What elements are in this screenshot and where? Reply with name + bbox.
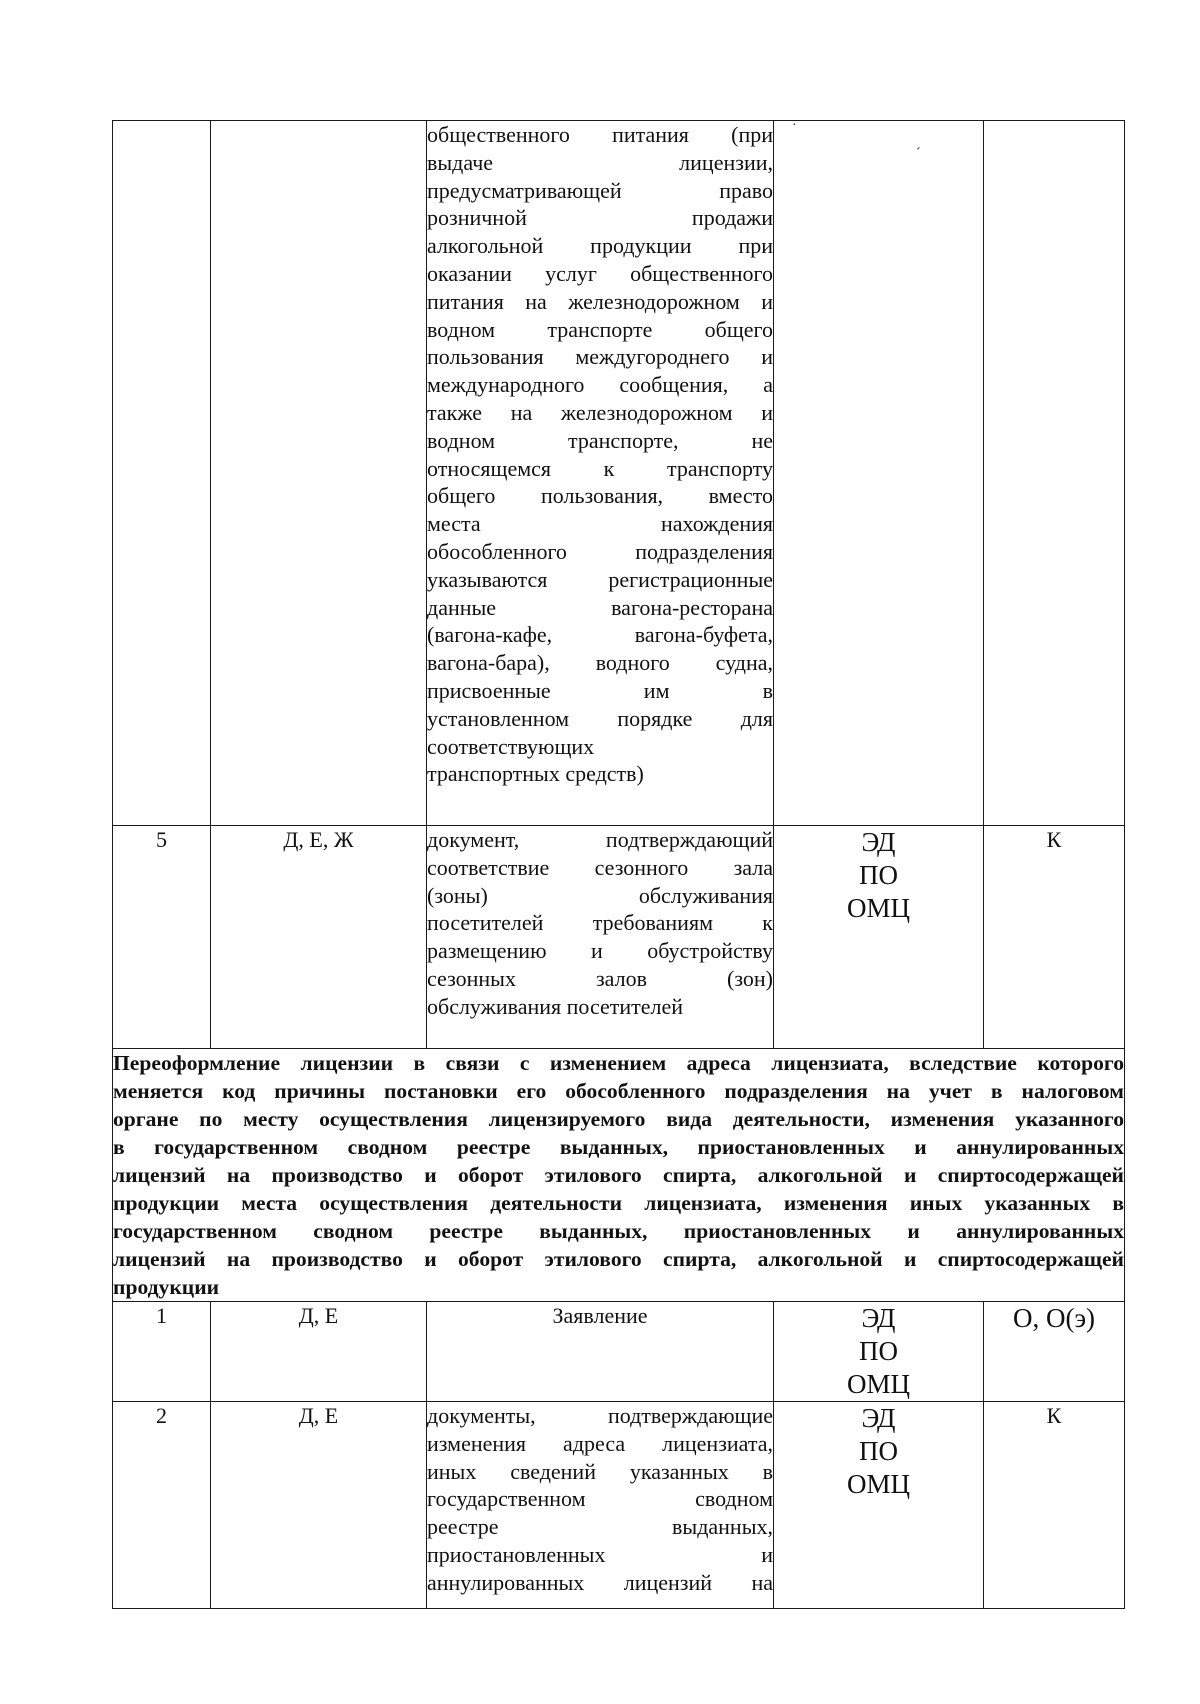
row-codes-cell <box>211 121 427 826</box>
description-line: государственном сводном <box>427 1486 773 1512</box>
table-row <box>113 1302 1125 1402</box>
row-result-cell: К <box>984 1402 1125 1609</box>
row-codes-cell: Д, Е, Ж <box>211 826 427 1049</box>
row-result-cell <box>984 121 1125 826</box>
heading-line: меняется код причины постановки его обособленного подразделения на учет в налоговом <box>113 1079 1124 1103</box>
description-line: иных сведений указанных в <box>427 1458 773 1484</box>
row-forms-cell <box>774 826 984 1049</box>
description-line: документы, подтверждающие <box>427 1403 773 1428</box>
table-row <box>113 121 1125 826</box>
section-heading-row <box>113 1049 1125 1302</box>
description-line: размещению и обустройству <box>427 938 773 964</box>
description-line: аннулированных лицензий на <box>427 1569 773 1595</box>
table-row <box>113 826 1125 1049</box>
form-code: ЭД <box>861 1403 896 1433</box>
row-number-cell <box>113 121 211 826</box>
row-result-cell: О, О(э) <box>984 1302 1125 1402</box>
row-description-cell <box>427 121 774 826</box>
row-number-cell: 2 <box>113 1402 211 1609</box>
scan-dot-mark: · <box>792 118 797 133</box>
description-line: розничной продажи <box>427 205 773 231</box>
description-line: сезонных залов (зон) <box>427 965 773 991</box>
form-code: ОМЦ <box>846 1369 910 1399</box>
description-line: (вагона-кафе, вагона-буфета, <box>427 622 773 648</box>
description-line: оказании услуг общественного <box>427 260 773 286</box>
description-line: указываются регистрационные <box>427 566 773 592</box>
heading-line: продукции места осуществления деятельности лицензиата, изменения иных указанных в <box>113 1191 1124 1215</box>
description-line: водном транспорте, не <box>427 427 773 453</box>
row-description-cell <box>427 826 774 1049</box>
description-line: реестре выданных, <box>427 1514 773 1540</box>
description-line: общественного питания (при <box>427 122 773 147</box>
description-line: предусматривающей право <box>427 177 773 203</box>
description-line: общего пользования, вместо <box>427 483 773 509</box>
requirements-table <box>112 120 1125 1609</box>
row-number-cell: 5 <box>113 826 211 1049</box>
description-line: международного сообщения, а <box>427 372 773 398</box>
description-line: места нахождения <box>427 511 773 537</box>
row-description-cell: Заявление <box>427 1302 774 1402</box>
row-number-cell: 1 <box>113 1302 211 1402</box>
description-line: документ, подтверждающий <box>427 827 773 852</box>
row-forms-cell <box>774 121 984 826</box>
description-line: соответствие сезонного зала <box>427 854 773 880</box>
description-line: обособленного подразделения <box>427 538 773 564</box>
description-line: соответствующих <box>427 733 595 759</box>
description-line: алкогольной продукции при <box>427 233 773 259</box>
description-line: выдаче лицензии, <box>427 149 773 175</box>
description-line: пользования междугороднего и <box>427 344 773 370</box>
heading-line: лицензий на производство и оборот этилового спирта, алкогольной и спиртосодержащей <box>113 1247 1124 1271</box>
description-line: изменения адреса лицензиата, <box>427 1430 773 1456</box>
description-line: присвоенные им в <box>427 677 773 703</box>
table-row <box>113 1402 1125 1609</box>
form-code: ОМЦ <box>846 893 910 923</box>
form-code: ЭД <box>861 827 896 857</box>
heading-line: продукции <box>113 1275 220 1299</box>
row-codes-cell: Д, Е <box>211 1302 427 1402</box>
form-code: ПО <box>859 1436 898 1466</box>
description-line: посетителей требованиям к <box>427 910 773 936</box>
description-line: обслуживания посетителей <box>427 993 684 1019</box>
description-line: данные вагона-ресторана <box>427 594 773 620</box>
description-line: водном транспорте общего <box>427 316 773 342</box>
heading-line: лицензий на производство и оборот этилового спирта, алкогольной и спиртосодержащей <box>113 1163 1124 1187</box>
scan-tick-mark: ˊ <box>916 146 921 161</box>
description-line: также на железнодорожном и <box>427 399 773 425</box>
row-result-cell: К <box>984 826 1125 1049</box>
description-line: (зоны) обслуживания <box>427 882 773 908</box>
form-code: ПО <box>859 860 898 890</box>
description-line: вагона-бара), водного судна, <box>427 650 773 676</box>
row-codes-cell: Д, Е <box>211 1402 427 1609</box>
row-forms-cell <box>774 1402 984 1609</box>
row-forms-cell <box>774 1302 984 1402</box>
form-code: ЭД <box>861 1303 896 1333</box>
heading-line: в государственном сводном реестре выданных, приостановленных и аннулированных <box>113 1135 1124 1159</box>
description-line: приостановленных и <box>427 1541 773 1567</box>
description-line: установленном порядке для <box>427 705 773 731</box>
description-line: относящемся к транспорту <box>427 455 773 481</box>
description-line: питания на железнодорожном и <box>427 288 773 314</box>
heading-line: органе по месту осуществления лицензируемого вида деятельности, изменения указанного <box>113 1107 1124 1131</box>
row-description-cell <box>427 1402 774 1609</box>
heading-line: государственном сводном реестре выданных, приостановленных и аннулированных <box>113 1219 1124 1243</box>
description-line: транспортных средств) <box>427 761 644 787</box>
heading-line: Переоформление лицензии в связи с изменением адреса лицензиата, вследствие которого <box>113 1051 1124 1075</box>
form-code: ОМЦ <box>846 1469 910 1499</box>
section-heading <box>113 1049 1125 1302</box>
form-code: ПО <box>859 1336 898 1366</box>
